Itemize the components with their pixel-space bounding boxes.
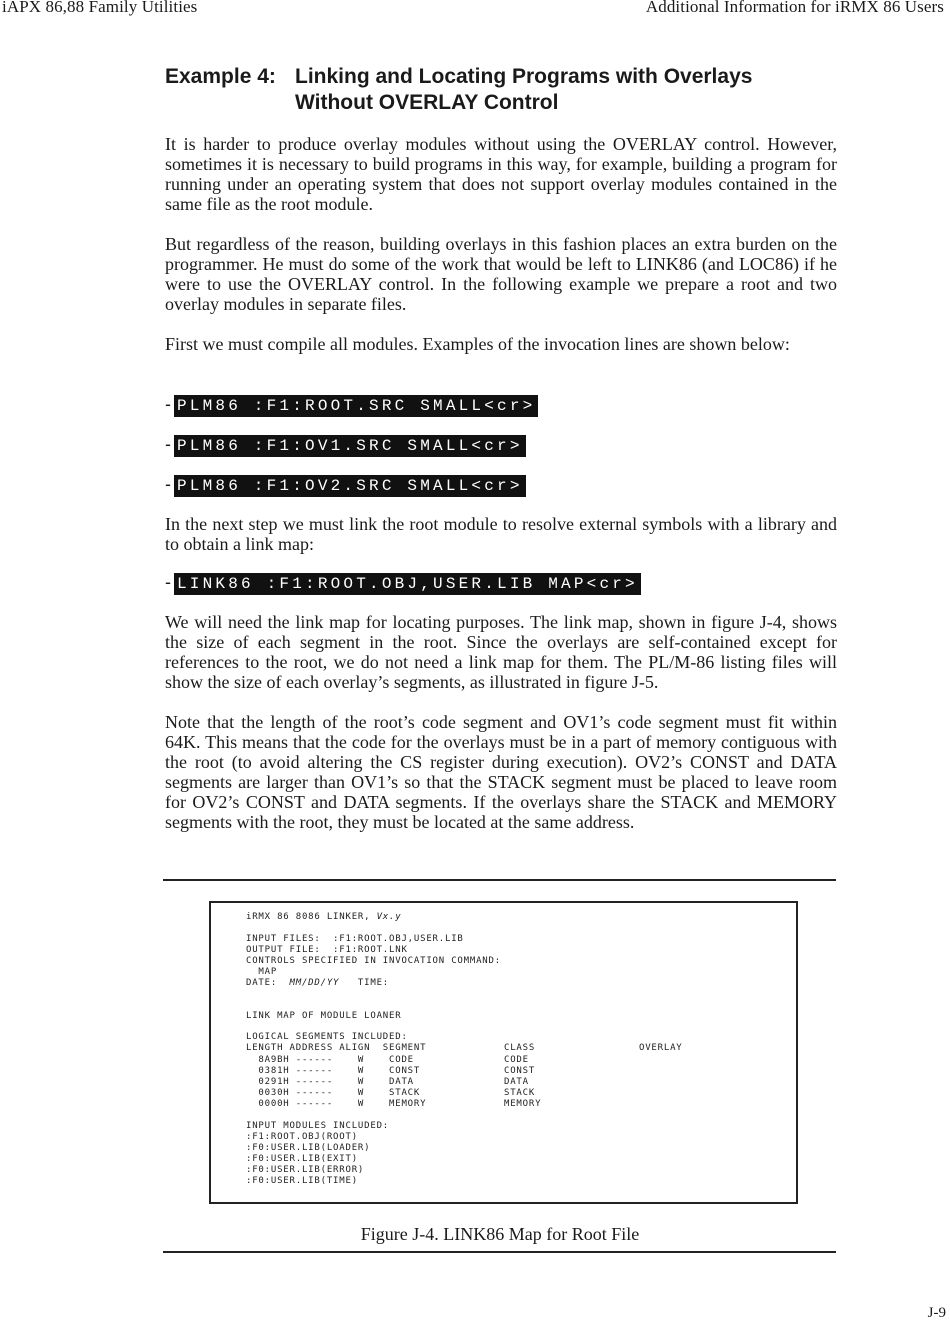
- fig-line-module-time: :F0:USER.LIB(TIME): [246, 1176, 358, 1186]
- paragraph-link-map: We will need the link map for locating purposes. The link map, shown in figure J-4, shows the size of each segment in the root. Since the overlays are self-contained except for references to the root, we do not need a link map for them. The PL/M-86 listing files will show the size of each overlay’s segments, as illustrated in figure J-5.: [165, 612, 837, 692]
- fig-line-output-file: OUTPUT FILE: :F1:ROOT.LNK: [246, 945, 408, 955]
- command-prompt: -: [165, 572, 171, 592]
- link-map-figure: [209, 901, 798, 1204]
- command-prompt: -: [165, 474, 171, 494]
- running-header-left: iAPX 86,88 Family Utilities: [2, 0, 198, 16]
- segment-row: 0000H ------ W MEMORY: [246, 1099, 427, 1109]
- section-title: [165, 64, 865, 116]
- paragraph-note: Note that the length of the root’s code segment and OV1’s code segment must fit within 64K. This means that the code for the overlays must be in a part of memory contiguous with the root (to avoid altering the CS register during execution). OV2’s CONST and DATA segments are larger than OV1’s so that the STACK segment must be placed to leave room for OV2’s CONST and DATA segments. If the overlays share the STACK and MEMORY segments with the root, they must be located at the same address.: [165, 712, 837, 832]
- segment-row: 0291H ------ W DATA: [246, 1077, 414, 1087]
- paragraph-link: In the next step we must link the root module to resolve external symbols with a library and to obtain a link map:: [165, 514, 837, 554]
- page-number: J-9: [927, 1305, 946, 1321]
- fig-line-segments-header: LOGICAL SEGMENTS INCLUDED:: [246, 1032, 408, 1042]
- command-link-root: [165, 571, 641, 595]
- command-compile-ov2: [165, 473, 526, 497]
- fig-line-module-error: :F0:USER.LIB(ERROR): [246, 1165, 365, 1175]
- paragraph-intro: It is harder to produce overlay modules without using the OVERLAY control. However, sometimes it is necessary to build programs in this way, for example, building a program for running under an operating system that does not support overlay modules contained in the same file as the root module.: [165, 134, 837, 214]
- fig-line-linker: iRMX 86 8086 LINKER, Vx.y: [246, 912, 402, 922]
- fig-line-modules-header: INPUT MODULES INCLUDED:: [246, 1121, 390, 1131]
- command-text: PLM86 :F1:OV2.SRC SMALL<cr>: [174, 475, 526, 497]
- fig-line-controls: CONTROLS SPECIFIED IN INVOCATION COMMAND:: [246, 956, 501, 966]
- command-text: PLM86 :F1:OV1.SRC SMALL<cr>: [174, 435, 526, 457]
- figure-top-rule: [163, 879, 836, 881]
- fig-line-module-exit: :F0:USER.LIB(EXIT): [246, 1154, 358, 1164]
- fig-line-module: LINK MAP OF MODULE LOANER: [246, 1011, 402, 1021]
- segment-row: 0030H ------ W STACK: [246, 1088, 421, 1098]
- segment-class: DATA: [504, 1077, 529, 1087]
- segment-class: STACK: [504, 1088, 536, 1098]
- command-prompt: -: [165, 394, 171, 414]
- segment-class: CODE: [504, 1055, 529, 1065]
- figure-bottom-rule: [163, 1251, 836, 1253]
- paragraph-compile: First we must compile all modules. Examples of the invocation lines are shown below:: [165, 334, 790, 354]
- command-text: PLM86 :F1:ROOT.SRC SMALL<cr>: [174, 395, 538, 417]
- segment-class: CONST: [504, 1066, 536, 1076]
- title-line-1: Linking and Locating Programs with Overlays: [295, 65, 753, 88]
- figure-caption: Figure J-4. LINK86 Map for Root File: [360, 1224, 640, 1244]
- title-line-2: Without OVERLAY Control: [295, 91, 559, 114]
- fig-line-date: DATE: MM/DD/YY TIME:: [246, 978, 390, 988]
- paragraph-burden: But regardless of the reason, building overlays in this fashion places an extra burden on the programmer. He must do some of the work that would be left to LINK86 (and LOC86) if he were to use the OVERLAY control. In the following example we prepare a root and two overlay modules in separate files.: [165, 234, 837, 314]
- fig-line-input-files: INPUT FILES: :F1:ROOT.OBJ,USER.LIB: [246, 934, 464, 944]
- example-label: Example 4:: [165, 65, 276, 88]
- segment-row: 0381H ------ W CONST: [246, 1066, 421, 1076]
- running-header-right: Additional Information for iRMX 86 Users: [645, 0, 944, 16]
- command-compile-ov1: [165, 433, 526, 457]
- segment-row: 8A9BH ------ W CODE: [246, 1055, 414, 1065]
- command-compile-root: [165, 393, 538, 417]
- fig-line-module-root: :F1:ROOT.OBJ(ROOT): [246, 1132, 358, 1142]
- fig-line-map: MAP: [246, 967, 278, 977]
- fig-line-module-loader: :F0:USER.LIB(LOADER): [246, 1143, 371, 1153]
- fig-class-header: CLASS: [504, 1043, 536, 1053]
- fig-line-columns: LENGTH ADDRESS ALIGN SEGMENT: [246, 1043, 427, 1053]
- command-prompt: -: [165, 434, 171, 454]
- fig-overlay-header: OVERLAY: [639, 1043, 683, 1053]
- segment-class: MEMORY: [504, 1099, 542, 1109]
- command-text: LINK86 :F1:ROOT.OBJ,USER.LIB MAP<cr>: [174, 573, 641, 595]
